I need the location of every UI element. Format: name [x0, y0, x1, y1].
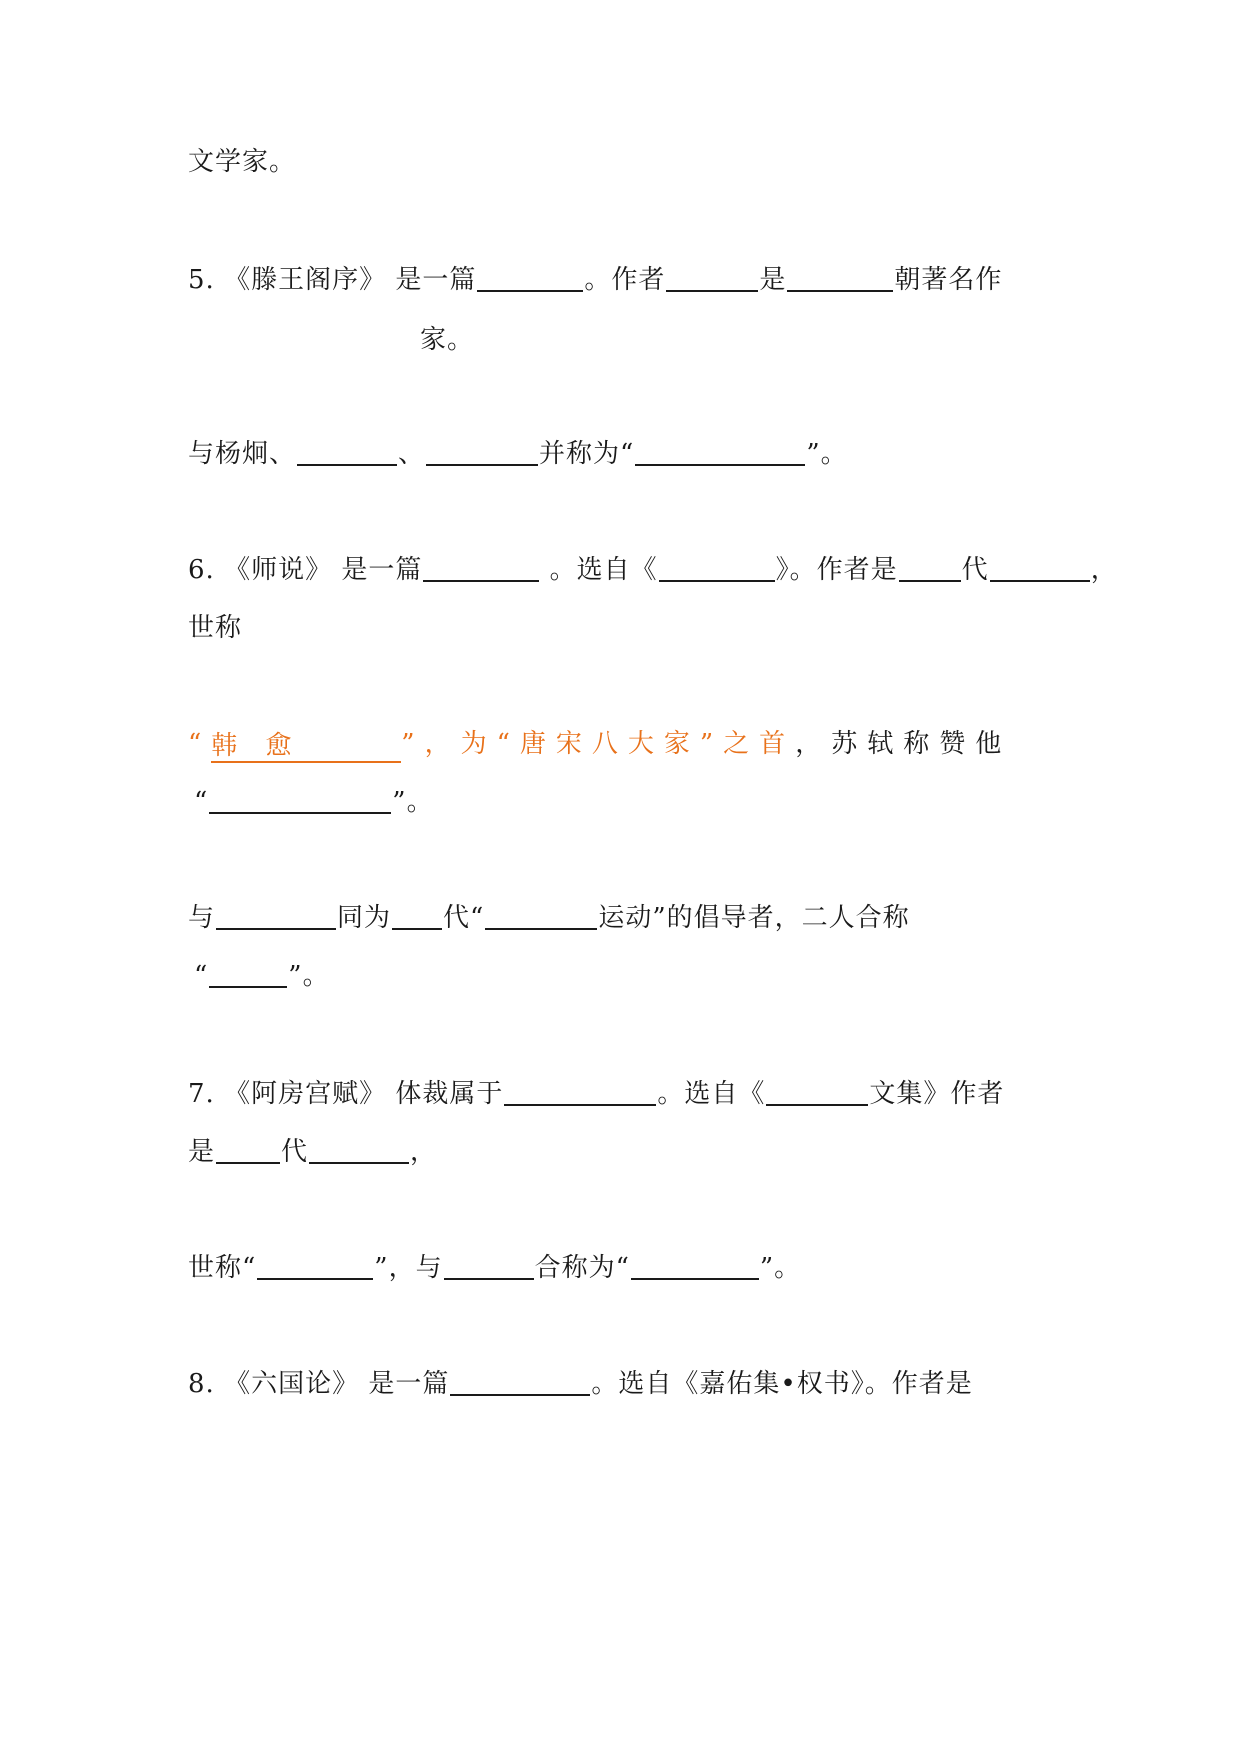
text-fragment: ， — [1090, 555, 1118, 585]
text-fragment: 同为 — [337, 903, 392, 933]
text-fragment: ”，与 — [374, 1253, 443, 1283]
answer-blank[interactable] — [635, 438, 805, 466]
text-fragment: 家。 — [420, 325, 475, 355]
answer-text: 韩 愈 — [211, 731, 302, 761]
answer-blank[interactable] — [257, 1252, 373, 1280]
answer-blank[interactable] — [485, 902, 597, 930]
text-fragment: 是一篇 — [368, 1369, 450, 1399]
answer-blank[interactable] — [504, 1078, 656, 1106]
text-fragment: 。作者 — [584, 265, 666, 295]
answer-blank[interactable] — [477, 264, 583, 292]
text-fragment: 文集》作者 — [869, 1079, 1005, 1109]
text-fragment: 是 — [188, 1137, 216, 1167]
work-title: 《阿房宫赋》 — [224, 1079, 387, 1109]
text-fragment: “ — [188, 729, 212, 759]
question-5-line-1 — [188, 258, 1002, 302]
text-fragment: 代 — [281, 1137, 309, 1167]
text-fragment: 。选自《 — [657, 1079, 766, 1109]
text-fragment: 是 — [759, 265, 787, 295]
question-5-line-3 — [188, 432, 848, 476]
text-fragment: 代“ — [443, 903, 485, 933]
text-fragment: 是一篇 — [341, 555, 423, 585]
work-title: 《师说》 — [224, 555, 333, 585]
question-7-line-3 — [188, 1246, 801, 1290]
text-fragment: “ — [194, 787, 209, 817]
answer-blank[interactable] — [216, 1136, 280, 1164]
question-6-line-1 — [188, 548, 1118, 592]
text-fragment: ，苏轼称赞他 — [795, 729, 1012, 759]
paragraph-text: 文学家。 — [188, 147, 297, 177]
text-fragment: 。选自《 — [549, 555, 658, 585]
answer-blank[interactable] — [899, 554, 961, 582]
work-title: 《滕王阁序》 — [224, 265, 387, 295]
answer-blank[interactable] — [666, 264, 758, 292]
answer-blank[interactable] — [444, 1252, 534, 1280]
question-6-line-6 — [194, 954, 330, 998]
answer-blank[interactable] — [297, 438, 397, 466]
answer-blank[interactable] — [209, 786, 391, 814]
text-fragment: ”。 — [288, 961, 330, 991]
text-fragment: 、 — [398, 439, 426, 469]
question-number: 6. — [188, 555, 215, 585]
text-fragment: 与杨炯、 — [188, 439, 297, 469]
question-8-line-1 — [188, 1362, 973, 1406]
text-fragment: 代 — [961, 555, 989, 585]
text-fragment: 。选自《嘉佑集•权书》。作者是 — [591, 1369, 973, 1399]
answer-blank[interactable] — [450, 1368, 590, 1396]
text-fragment: 体裁属于 — [395, 1079, 504, 1109]
question-6-line-2 — [188, 606, 242, 650]
text-fragment: 朝著名作 — [894, 265, 1003, 295]
answer-blank[interactable] — [309, 1136, 409, 1164]
text-fragment: 世称“ — [188, 1253, 257, 1283]
text-fragment: 并称为“ — [539, 439, 635, 469]
text-fragment: ”。 — [759, 1253, 802, 1283]
text-fragment: 是一篇 — [395, 265, 477, 295]
work-title: 《六国论》 — [224, 1369, 360, 1399]
question-6-line-5 — [188, 896, 910, 940]
text-fragment: 》。作者是 — [775, 555, 898, 585]
answer-blank[interactable] — [209, 960, 287, 988]
text-fragment: “ — [194, 961, 209, 991]
answer-blank[interactable] — [631, 1252, 759, 1280]
text-fragment: 运动”的倡导者，二人合称 — [598, 903, 910, 933]
text-line — [188, 140, 296, 184]
question-7-line-1 — [188, 1072, 1004, 1116]
answer-blank[interactable] — [216, 902, 336, 930]
question-5-line-2 — [420, 318, 474, 362]
text-fragment: 与 — [188, 903, 216, 933]
text-fragment: 合称为“ — [534, 1253, 630, 1283]
answer-blank[interactable] — [426, 438, 538, 466]
answer-blank[interactable] — [659, 554, 775, 582]
filled-answer[interactable] — [211, 731, 401, 763]
answer-blank[interactable] — [990, 554, 1090, 582]
question-number: 8. — [188, 1369, 215, 1399]
text-fragment: ”。 — [392, 787, 434, 817]
question-6-line-3 — [188, 722, 1011, 766]
text-fragment: 世称 — [188, 613, 243, 643]
text-fragment: ， — [410, 1137, 438, 1167]
answer-blank[interactable] — [766, 1078, 868, 1106]
highlighted-text: ”，为“唐宋八大家”之首 — [401, 729, 796, 759]
question-7-line-2 — [188, 1130, 437, 1174]
answer-blank[interactable] — [423, 554, 539, 582]
question-number: 7. — [188, 1079, 215, 1109]
text-fragment: ”。 — [806, 439, 848, 469]
question-6-line-4 — [194, 780, 434, 824]
answer-blank[interactable] — [787, 264, 893, 292]
question-number: 5. — [188, 265, 215, 295]
answer-blank[interactable] — [392, 902, 442, 930]
